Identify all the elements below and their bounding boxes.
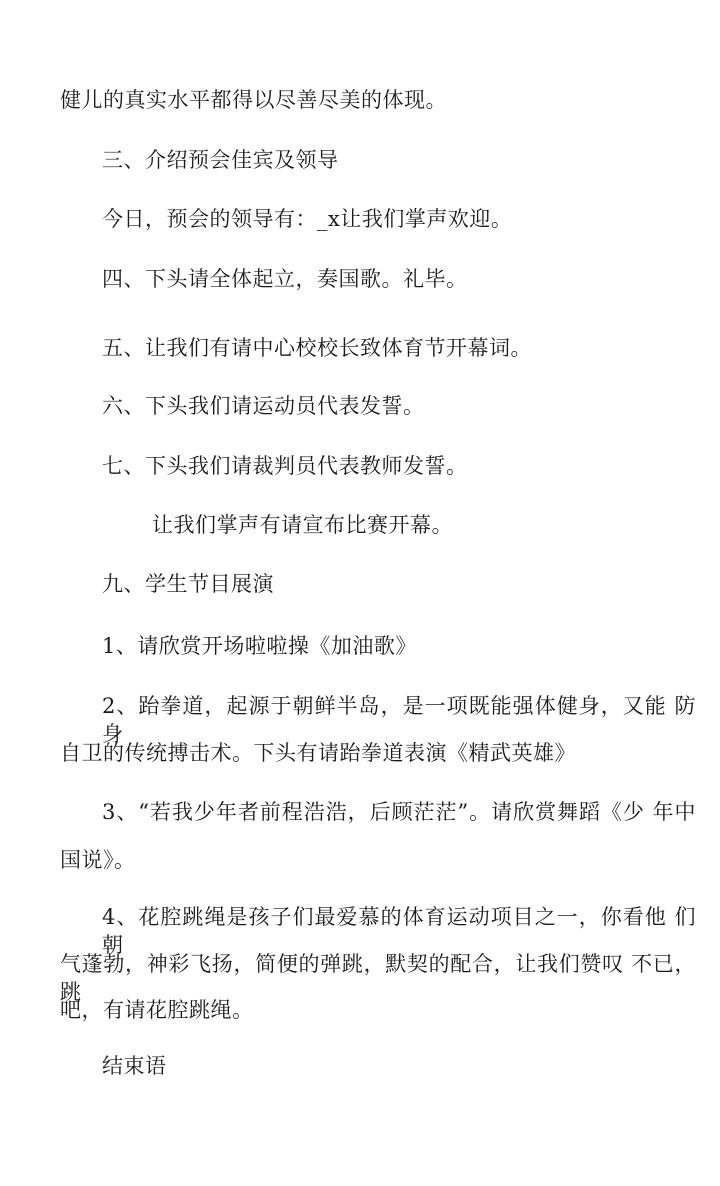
section-heading: 九、学生节目展演: [102, 572, 274, 596]
paragraph-line: 今日，预会的领导有：_x让我们掌声欢迎。: [102, 207, 513, 231]
paragraph-line: 自卫的传统搏击术。下头有请跆拳道表演《精武英雄》: [60, 741, 576, 765]
list-item: 4、花腔跳绳是孩子们最爱慕的体育运动项目之一，你看他 们朝: [102, 905, 696, 957]
list-item: 3、“若我少年者前程浩浩，后顾茫茫”。请欣赏舞蹈《少 年中: [102, 800, 696, 824]
paragraph-line: 气蓬勃，神彩飞扬，简便的弹跳，默契的配合，让我们赞叹 不已，跳: [60, 952, 696, 1004]
section-heading: 七、下头我们请裁判员代表教师发誓。: [102, 454, 468, 478]
section-heading: 五、让我们有请中心校校长致体育节开幕词。: [102, 336, 532, 360]
paragraph-line: 国说》。: [60, 848, 136, 872]
paragraph-line: 吧，有请花腔跳绳。: [60, 998, 254, 1022]
list-item: 2、跆拳道，起源于朝鲜半岛，是一项既能强体健身，又能 防身: [102, 694, 696, 746]
section-heading: 四、下头请全体起立，奏国歌。礼毕。: [102, 267, 468, 291]
section-heading: 六、下头我们请运动员代表发誓。: [102, 394, 425, 418]
paragraph-line: 健儿的真实水平都得以尽善尽美的体现。: [60, 88, 447, 112]
section-heading: 结束语: [102, 1054, 167, 1078]
list-item: 1、请欣赏开场啦啦操《加油歌》: [102, 634, 417, 658]
paragraph-line: 让我们掌声有请宣布比赛开幕。: [152, 513, 453, 537]
section-heading: 三、介绍预会佳宾及领导: [102, 148, 339, 172]
